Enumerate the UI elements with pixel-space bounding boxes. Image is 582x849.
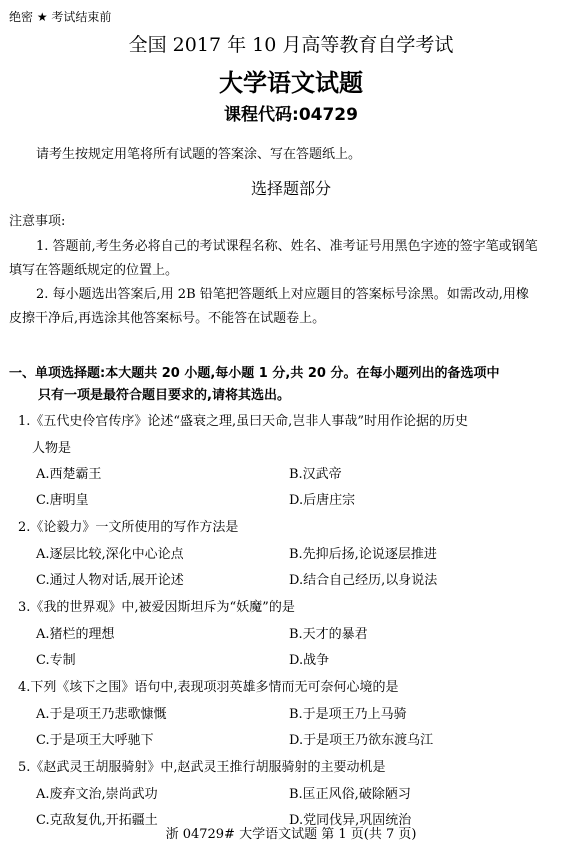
option-a: A.于是项王乃悲歌慷慨 — [36, 707, 167, 722]
section-title: 选择题部分 — [250, 179, 331, 198]
option-b: B.先抑后扬,论说逐层推进 — [289, 547, 437, 562]
option-d: D.战争 — [289, 653, 330, 668]
page-footer: 浙 04729# 大学语文试题 第 1 页(共 7 页) — [165, 827, 417, 842]
option-b: B.汉武帝 — [289, 467, 342, 482]
confidential-label: 绝密 ★ 考试结束前 — [9, 10, 112, 24]
question-stem: 1.《五代史伶官传序》论述“盛衰之理,虽曰天命,岂非人事哉”时用作论据的历史 — [18, 414, 468, 429]
note-line: 2. 每小题选出答案后,用 2B 铅笔把答题纸上对应题目的答案标号涂黑。如需改动,用橡 — [36, 287, 529, 302]
question-stem: 5.《赵武灵王胡服骑射》中,赵武灵王推行胡服骑射的主要动机是 — [18, 760, 386, 775]
note-line: 填写在答题纸规定的位置上。 — [9, 263, 179, 278]
option-a: A.废弃文治,崇尚武功 — [36, 787, 158, 802]
note-line: 1. 答题前,考生务必将自己的考试课程名称、姓名、准考证号用黑色字迹的签字笔或钢笔 — [36, 239, 538, 254]
option-c: C.专制 — [36, 653, 76, 668]
option-a: A.西楚霸王 — [36, 467, 102, 482]
exam-title: 全国 2017 年 10 月高等教育自学考试 — [128, 34, 454, 56]
option-b: B.天才的暴君 — [289, 627, 368, 642]
course-code: 课程代码:04729 — [224, 105, 358, 125]
notes-title: 注意事项: — [9, 214, 66, 229]
answer-instruction: 请考生按规定用笔将所有试题的答案涂、写在答题纸上。 — [36, 147, 362, 162]
option-d: D.于是项王乃欲东渡乌江 — [289, 733, 434, 748]
option-c: C.通过人物对话,展开论述 — [36, 573, 184, 588]
question-stem: 4.下列《垓下之围》语句中,表现项羽英雄多情而无可奈何心境的是 — [18, 680, 399, 695]
part-one-title: 一、单项选择题:本大题共 20 小题,每小题 1 分,共 20 分。在每小题列出的备选项中 — [9, 366, 500, 381]
option-d: D.后唐庄宗 — [289, 493, 356, 508]
note-line: 皮擦干净后,再选涂其他答案标号。不能答在试题卷上。 — [9, 311, 326, 326]
part-one-title-cont: 只有一项是最符合题目要求的,请将其选出。 — [38, 388, 290, 403]
option-c: C.唐明皇 — [36, 493, 89, 508]
option-a: A.逐层比较,深化中心论点 — [36, 547, 184, 562]
option-b: B.匡正风俗,破除陋习 — [289, 787, 411, 802]
option-a: A.猪栏的理想 — [36, 627, 115, 642]
question-stem: 2.《论毅力》一文所使用的写作方法是 — [18, 520, 239, 535]
option-b: B.于是项王乃上马骑 — [289, 707, 407, 722]
option-d: D.党同伐异,巩固统治 — [289, 813, 412, 828]
option-c: C.于是项王大呼驰下 — [36, 733, 154, 748]
question-stem-cont: 人物是 — [32, 441, 72, 456]
question-stem: 3.《我的世界观》中,被爱因斯坦斥为“妖魔”的是 — [18, 600, 295, 615]
option-c: C.克敌复仇,开拓疆土 — [36, 813, 158, 828]
option-d: D.结合自己经历,以身说法 — [289, 573, 438, 588]
paper-title: 大学语文试题 — [219, 69, 363, 97]
